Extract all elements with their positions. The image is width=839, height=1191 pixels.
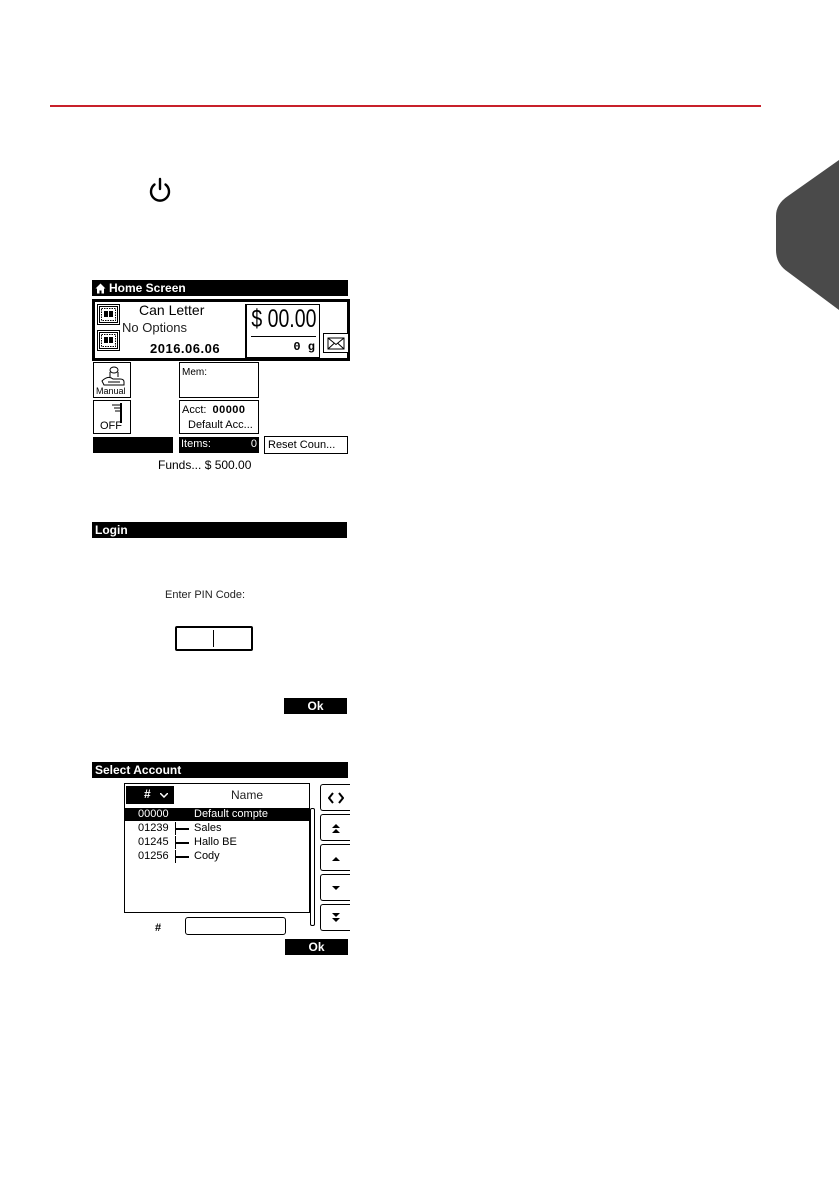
number-column-header[interactable]: # <box>126 786 174 804</box>
home-screen <box>92 280 348 480</box>
postage-display <box>245 304 320 358</box>
list-item[interactable]: 00000 Default compte <box>125 808 309 821</box>
login-ok-button[interactable]: Ok <box>284 698 347 714</box>
login-title: Login <box>92 522 347 538</box>
account-button[interactable] <box>179 400 259 434</box>
home-title-bar <box>92 280 348 296</box>
manual-label: Manual <box>96 386 126 396</box>
postage-panel[interactable] <box>92 299 350 361</box>
account-number: 00000 <box>212 404 246 416</box>
off-label: OFF <box>100 420 122 432</box>
account-list[interactable] <box>124 783 310 913</box>
chevron-down-icon <box>328 881 344 895</box>
hand-icon <box>100 365 126 387</box>
header-rule <box>50 105 761 107</box>
mail-options: No Options <box>122 320 188 335</box>
manual-mode-button[interactable] <box>93 362 131 398</box>
stamp-icon[interactable] <box>97 304 120 325</box>
items-label: Items: <box>181 438 211 450</box>
home-icon <box>95 283 106 294</box>
off-button[interactable] <box>93 400 131 434</box>
list-item[interactable]: 01245 Hallo BE <box>138 836 237 848</box>
envelope-icon <box>324 334 348 352</box>
reset-counter-button[interactable]: Reset Coun... <box>264 436 348 454</box>
pin-prompt: Enter PIN Code: <box>165 589 246 601</box>
name-column-header[interactable]: Name <box>231 788 264 802</box>
account-number-label: # <box>155 922 162 934</box>
power-icon <box>146 176 174 204</box>
postage-amount: $ 00.00 <box>250 305 316 333</box>
sort-icon <box>160 793 168 798</box>
weight-value: 0 g <box>293 340 315 354</box>
account-number-input[interactable] <box>185 917 286 935</box>
envelope-button[interactable] <box>323 333 349 353</box>
stamp-icon[interactable] <box>97 330 120 351</box>
memo-label: Mem: <box>182 367 207 378</box>
text-caret <box>213 630 214 647</box>
select-account-screen <box>92 762 350 962</box>
select-account-title: Select Account <box>92 762 348 778</box>
page-down-button[interactable] <box>320 904 350 931</box>
status-bar <box>93 437 173 453</box>
scroll-down-button[interactable] <box>320 874 350 901</box>
expand-collapse-button[interactable] <box>320 784 350 811</box>
scroll-up-button[interactable] <box>320 844 350 871</box>
list-item[interactable]: 01239 Sales <box>138 822 222 834</box>
account-label: Acct: <box>182 404 207 416</box>
login-screen <box>92 522 348 722</box>
account-name: Default Acc... <box>188 419 253 431</box>
list-item[interactable]: 01256 Cody <box>138 850 220 862</box>
pin-input[interactable] <box>175 626 253 651</box>
page-up-button[interactable] <box>320 814 350 841</box>
items-counter <box>179 437 259 453</box>
select-ok-button[interactable]: Ok <box>285 939 348 955</box>
double-chevron-down-icon <box>328 911 344 925</box>
home-title: Home Screen <box>109 281 186 295</box>
double-chevron-up-icon <box>328 821 344 835</box>
side-tab <box>776 160 839 310</box>
print-date: 2016.06.06 <box>150 341 221 356</box>
list-scrollbar[interactable] <box>310 808 315 926</box>
funds-text: Funds... $ 500.00 <box>158 458 252 472</box>
items-value: 0 <box>250 438 257 450</box>
mail-class: Can Letter <box>139 302 205 318</box>
chevron-up-icon <box>328 851 344 865</box>
memo-button[interactable] <box>179 362 259 398</box>
angle-brackets-icon <box>328 791 344 805</box>
